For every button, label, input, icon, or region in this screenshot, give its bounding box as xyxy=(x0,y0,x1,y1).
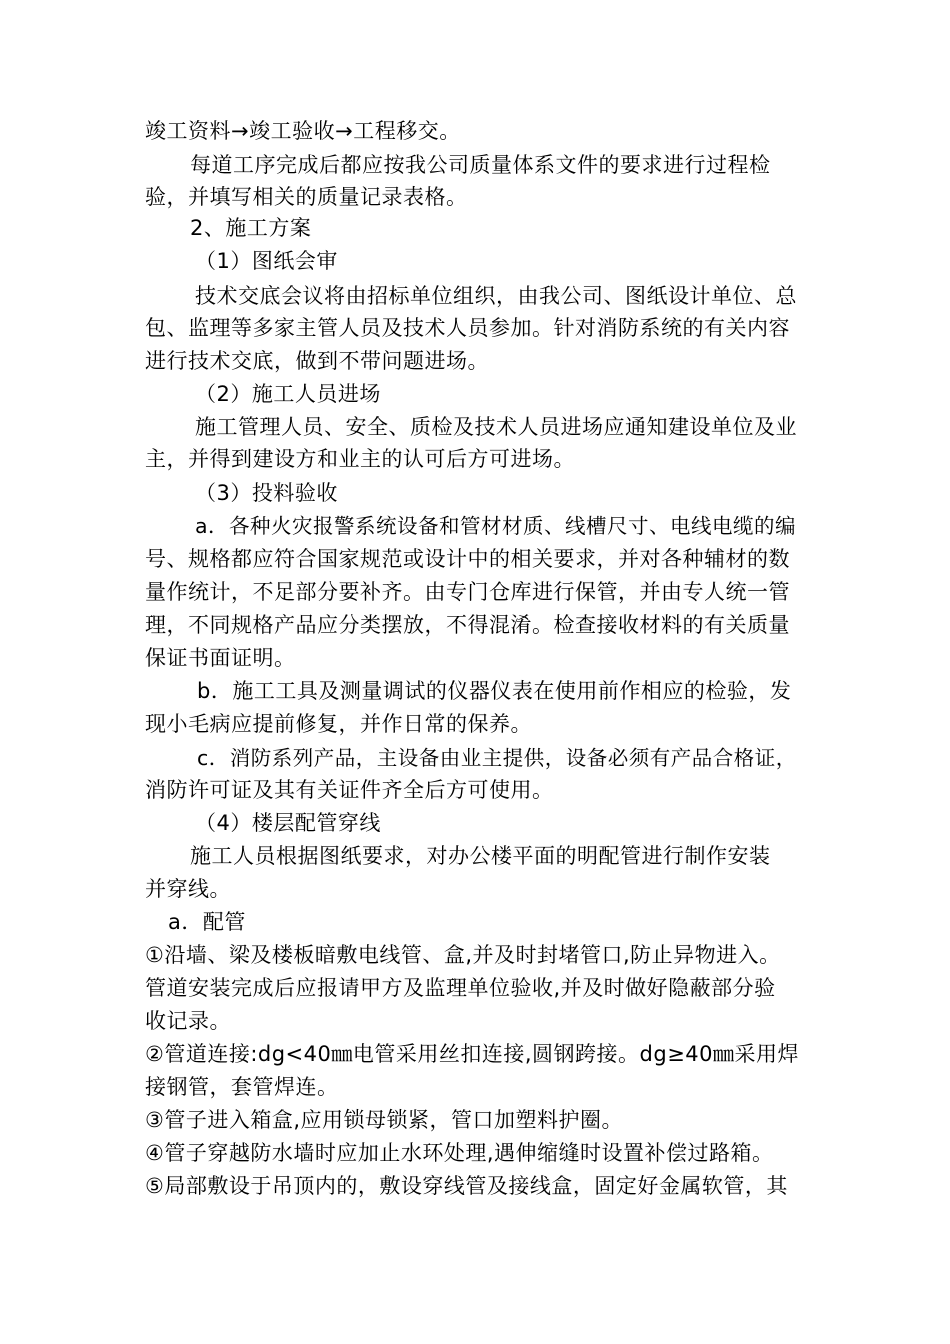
text-line: 施工管理人员、安全、质检及技术人员进场应通知建设单位及业 xyxy=(195,415,797,439)
subsection-heading: （1）图纸会审 xyxy=(195,249,338,273)
text-line: 收记录。 xyxy=(145,1009,231,1033)
text-line: 主，并得到建设方和业主的认可后方可进场。 xyxy=(145,447,575,471)
text-line: ③管子进入箱盒,应用锁母锁紧，管口加塑料护圈。 xyxy=(145,1108,623,1132)
text-line: c．消防系列产品，主设备由业主提供，设备必须有产品合格证， xyxy=(197,746,797,770)
text-line: ①沿墙、梁及楼板暗敷电线管、盒,并及时封堵管口,防止异物进入。 xyxy=(145,943,781,967)
text-line: 技术交底会议将由招标单位组织，由我公司、图纸设计单位、总 xyxy=(195,284,797,308)
section-heading: 2、施工方案 xyxy=(190,216,312,240)
text-line: a．各种火灾报警系统设备和管材材质、线槽尺寸、电线电缆的编 xyxy=(195,514,797,538)
text-line: 进行技术交底，做到不带问题进场。 xyxy=(145,349,489,373)
text-line: 理，不同规格产品应分类摆放，不得混淆。检查接收材料的有关质量 xyxy=(145,613,790,637)
text-line: ②管道连接:dg<40㎜电管采用丝扣连接,圆钢跨接。dg≥40㎜采用焊 xyxy=(145,1042,800,1066)
text-line: ⑤局部敷设于吊顶内的，敷设穿线管及接线盒，固定好金属软管，其 xyxy=(145,1174,788,1198)
text-line: 验，并填写相关的质量记录表格。 xyxy=(145,185,468,209)
subsection-heading: （2）施工人员进场 xyxy=(195,382,381,406)
text-line: ④管子穿越防水墙时应加止水环处理,遇伸缩缝时设置补偿过路箱。 xyxy=(145,1141,774,1165)
text-line: 现小毛病应提前修复，并作日常的保养。 xyxy=(145,712,532,736)
text-line: 量作统计，不足部分要补齐。由专门仓库进行保管，并由专人统一管 xyxy=(145,580,790,604)
text-line: 竣工资料→竣工验收→工程移交。 xyxy=(145,119,461,143)
text-line: b．施工工具及测量调试的仪器仪表在使用前作相应的检验，发 xyxy=(197,679,792,703)
text-line: 每道工序完成后都应按我公司质量体系文件的要求进行过程检 xyxy=(190,153,771,177)
text-line: 施工人员根据图纸要求，对办公楼平面的明配管进行制作安装 xyxy=(190,844,771,868)
text-line: 号、规格都应符合国家规范或设计中的相关要求，并对各种辅材的数 xyxy=(145,547,790,571)
item-heading: a．配管 xyxy=(168,910,246,934)
text-line: 包、监理等多家主管人员及技术人员参加。针对消防系统的有关内容 xyxy=(145,316,790,340)
text-line: 管道安装完成后应报请甲方及监理单位验收,并及时做好隐蔽部分验 xyxy=(145,976,776,1000)
subsection-heading: （4）楼层配管穿线 xyxy=(195,811,381,835)
text-line: 消防许可证及其有关证件齐全后方可使用。 xyxy=(145,778,554,802)
subsection-heading: （3）投料验收 xyxy=(195,481,338,505)
text-line: 保证书面证明。 xyxy=(145,646,296,670)
text-line: 接钢管，套管焊连。 xyxy=(145,1075,339,1099)
text-line: 并穿线。 xyxy=(145,877,231,901)
